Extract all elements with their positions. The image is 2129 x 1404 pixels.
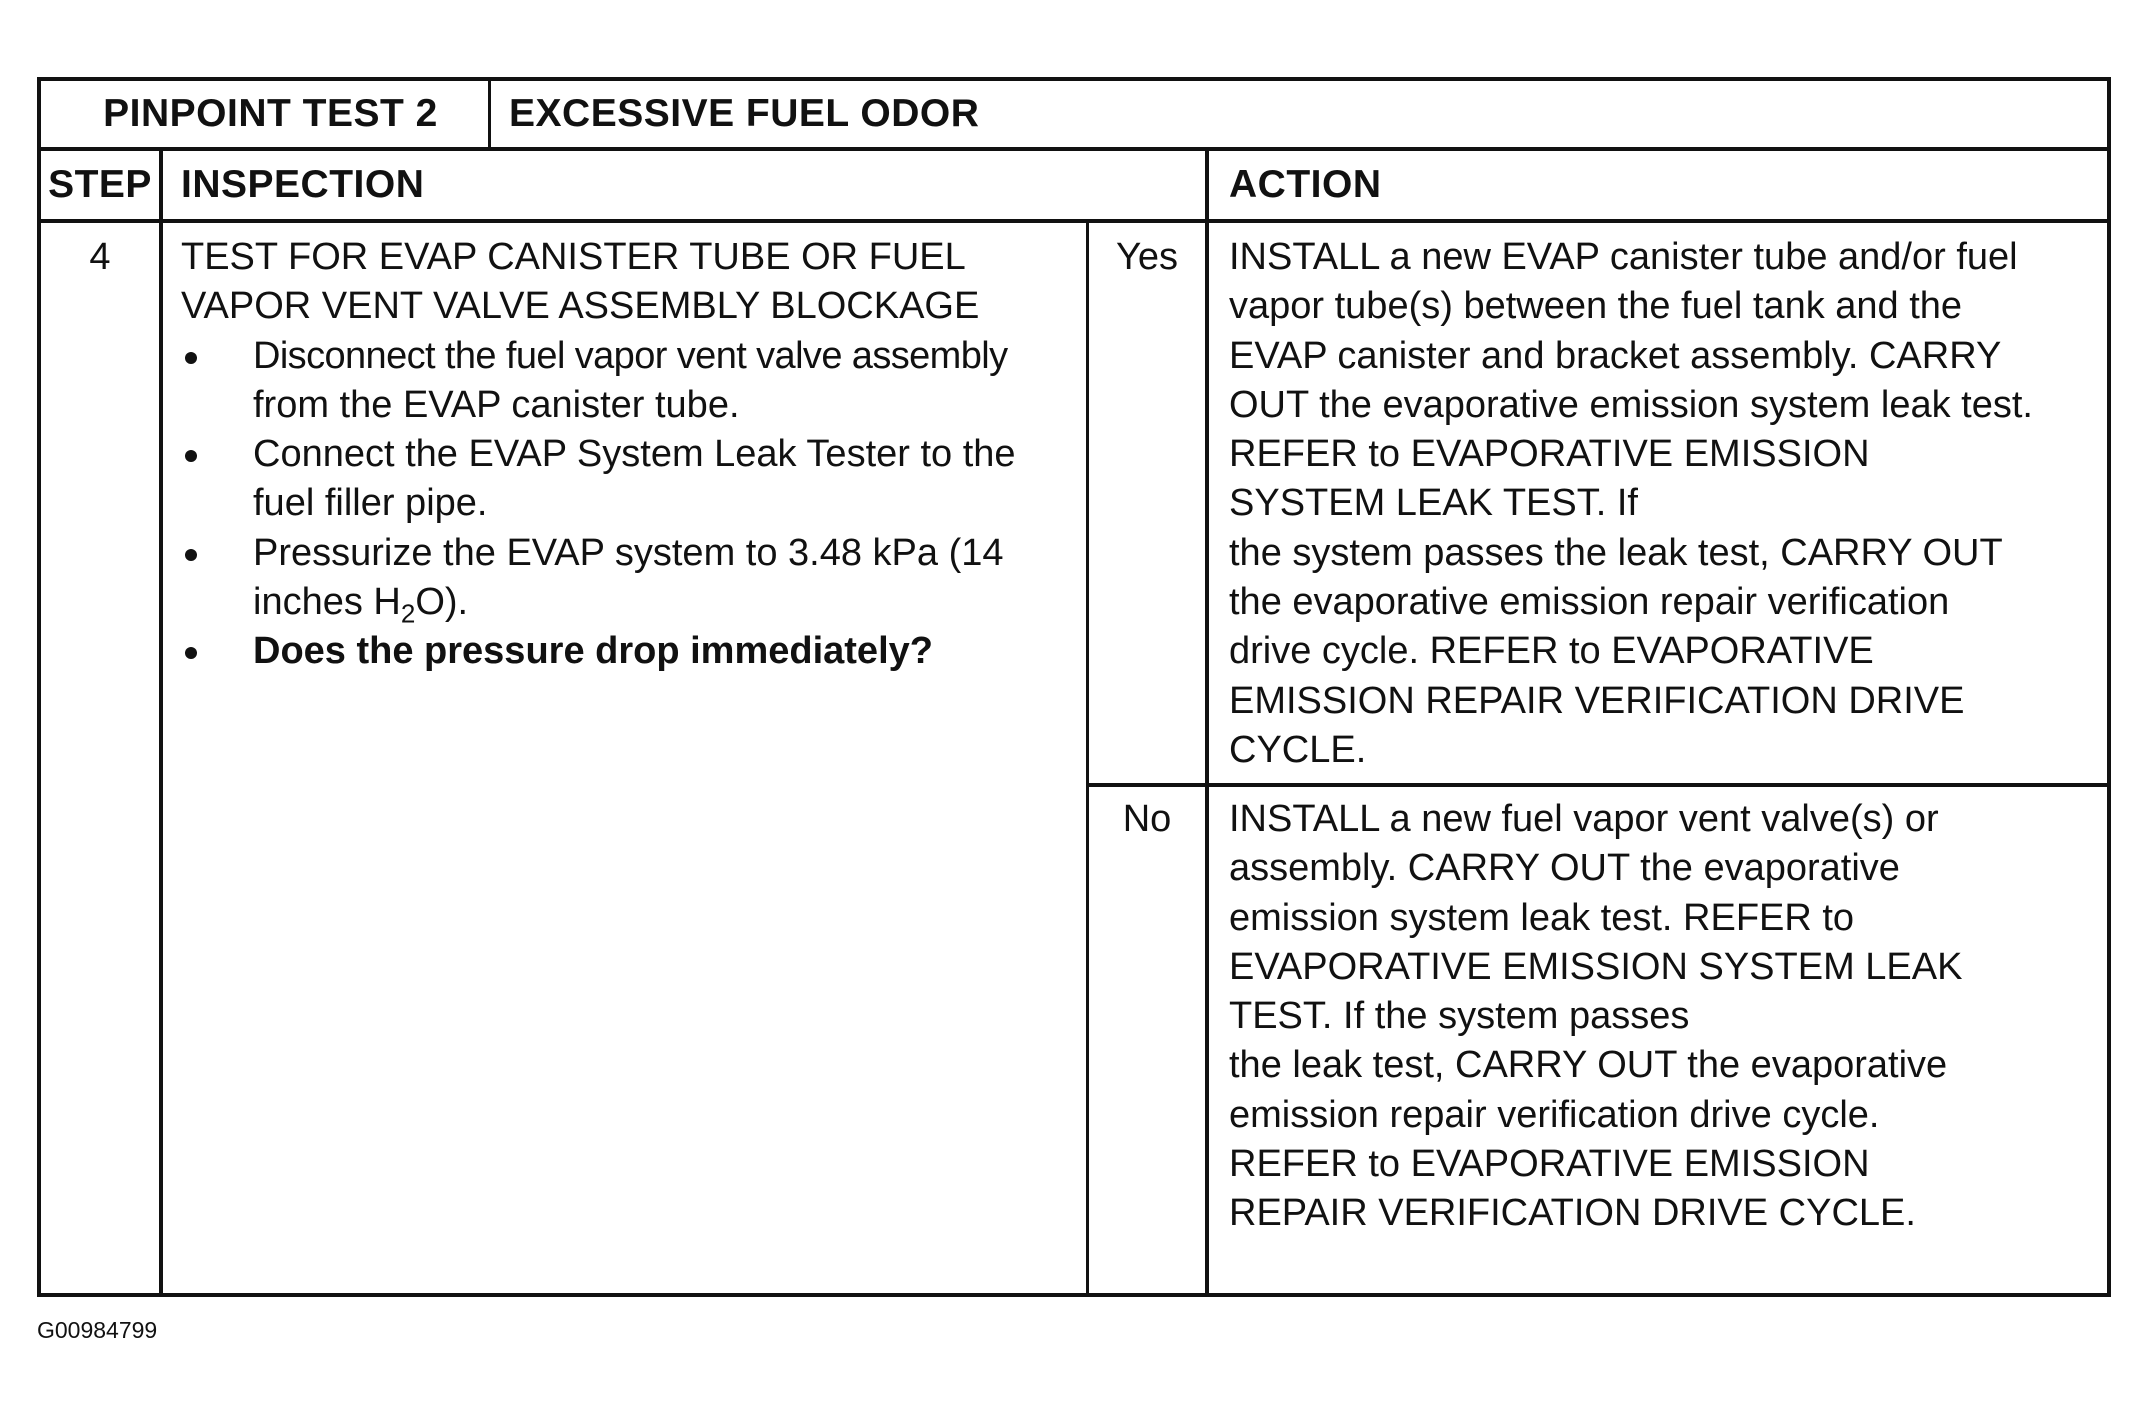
answer-column-divider xyxy=(1086,219,1089,1297)
bullet-icon xyxy=(185,352,197,364)
yes-label: Yes xyxy=(1116,236,1178,278)
inspection-column-header: INSPECTION xyxy=(181,163,425,206)
yes-action-text: INSTALL a new EVAP canister tube and/or fuel vapor tube(s) between the fuel tank and the EVAP canister and bracket assembly. CARRY OUT the evaporative emission system leak test. REFER to EVAPORATIVE EMISSION SYSTEM LEAK TEST. If the system passes the leak test, CARRY OUT the evaporative emission repair verification drive cycle. REFER to EVAPORATIVE EMISSION REPAIR VERIFICATION DRIVE CYCLE. xyxy=(1229,236,2033,771)
no-action-text: INSTALL a new fuel vapor vent valve(s) or assembly. CARRY OUT the evaporative emission system leak test. REFER to EVAPORATIVE EMISSION SYSTEM LEAK TEST. If the system passes the leak test, CARRY OUT the evaporative emission repair verification drive cycle. REFER to EVAPORATIVE EMISSION REPAIR VERIFICATION DRIVE CYCLE. xyxy=(1229,798,1963,1235)
step-column-header: STEP xyxy=(48,163,152,206)
no-label: No xyxy=(1122,798,1172,840)
yes-no-divider xyxy=(1086,783,2107,787)
column-header-divider xyxy=(41,219,2107,223)
inspection-cell xyxy=(181,233,1086,677)
title-divider xyxy=(488,81,491,147)
inspection-step: Disconnect the fuel vapor vent valve assembly from the EVAP canister tube. xyxy=(181,332,1086,431)
figure-id: G00984799 xyxy=(37,1317,158,1343)
test-label: PINPOINT TEST 2 xyxy=(103,92,438,135)
step-column-divider xyxy=(159,147,163,1297)
bullet-icon xyxy=(185,647,197,659)
action-column-header: ACTION xyxy=(1229,163,1382,206)
test-title: EXCESSIVE FUEL ODOR xyxy=(509,92,980,135)
pinpoint-test-table xyxy=(37,77,2111,1297)
inspection-question: Does the pressure drop immediately? xyxy=(181,627,1086,676)
inspection-steps xyxy=(181,332,1086,677)
inspection-step: Connect the EVAP System Leak Tester to the fuel filler pipe. xyxy=(181,430,1086,529)
action-column-divider xyxy=(1205,147,1209,1297)
inspection-step: Pressurize the EVAP system to 3.48 kPa (14 inches $H_2O$). xyxy=(181,529,1086,628)
inspection-title: TEST FOR EVAP CANISTER TUBE OR FUEL VAPOR VENT VALVE ASSEMBLY BLOCKAGE xyxy=(181,236,980,328)
bullet-icon xyxy=(185,549,197,561)
step-number: 4 xyxy=(89,236,111,278)
bullet-icon xyxy=(185,450,197,462)
